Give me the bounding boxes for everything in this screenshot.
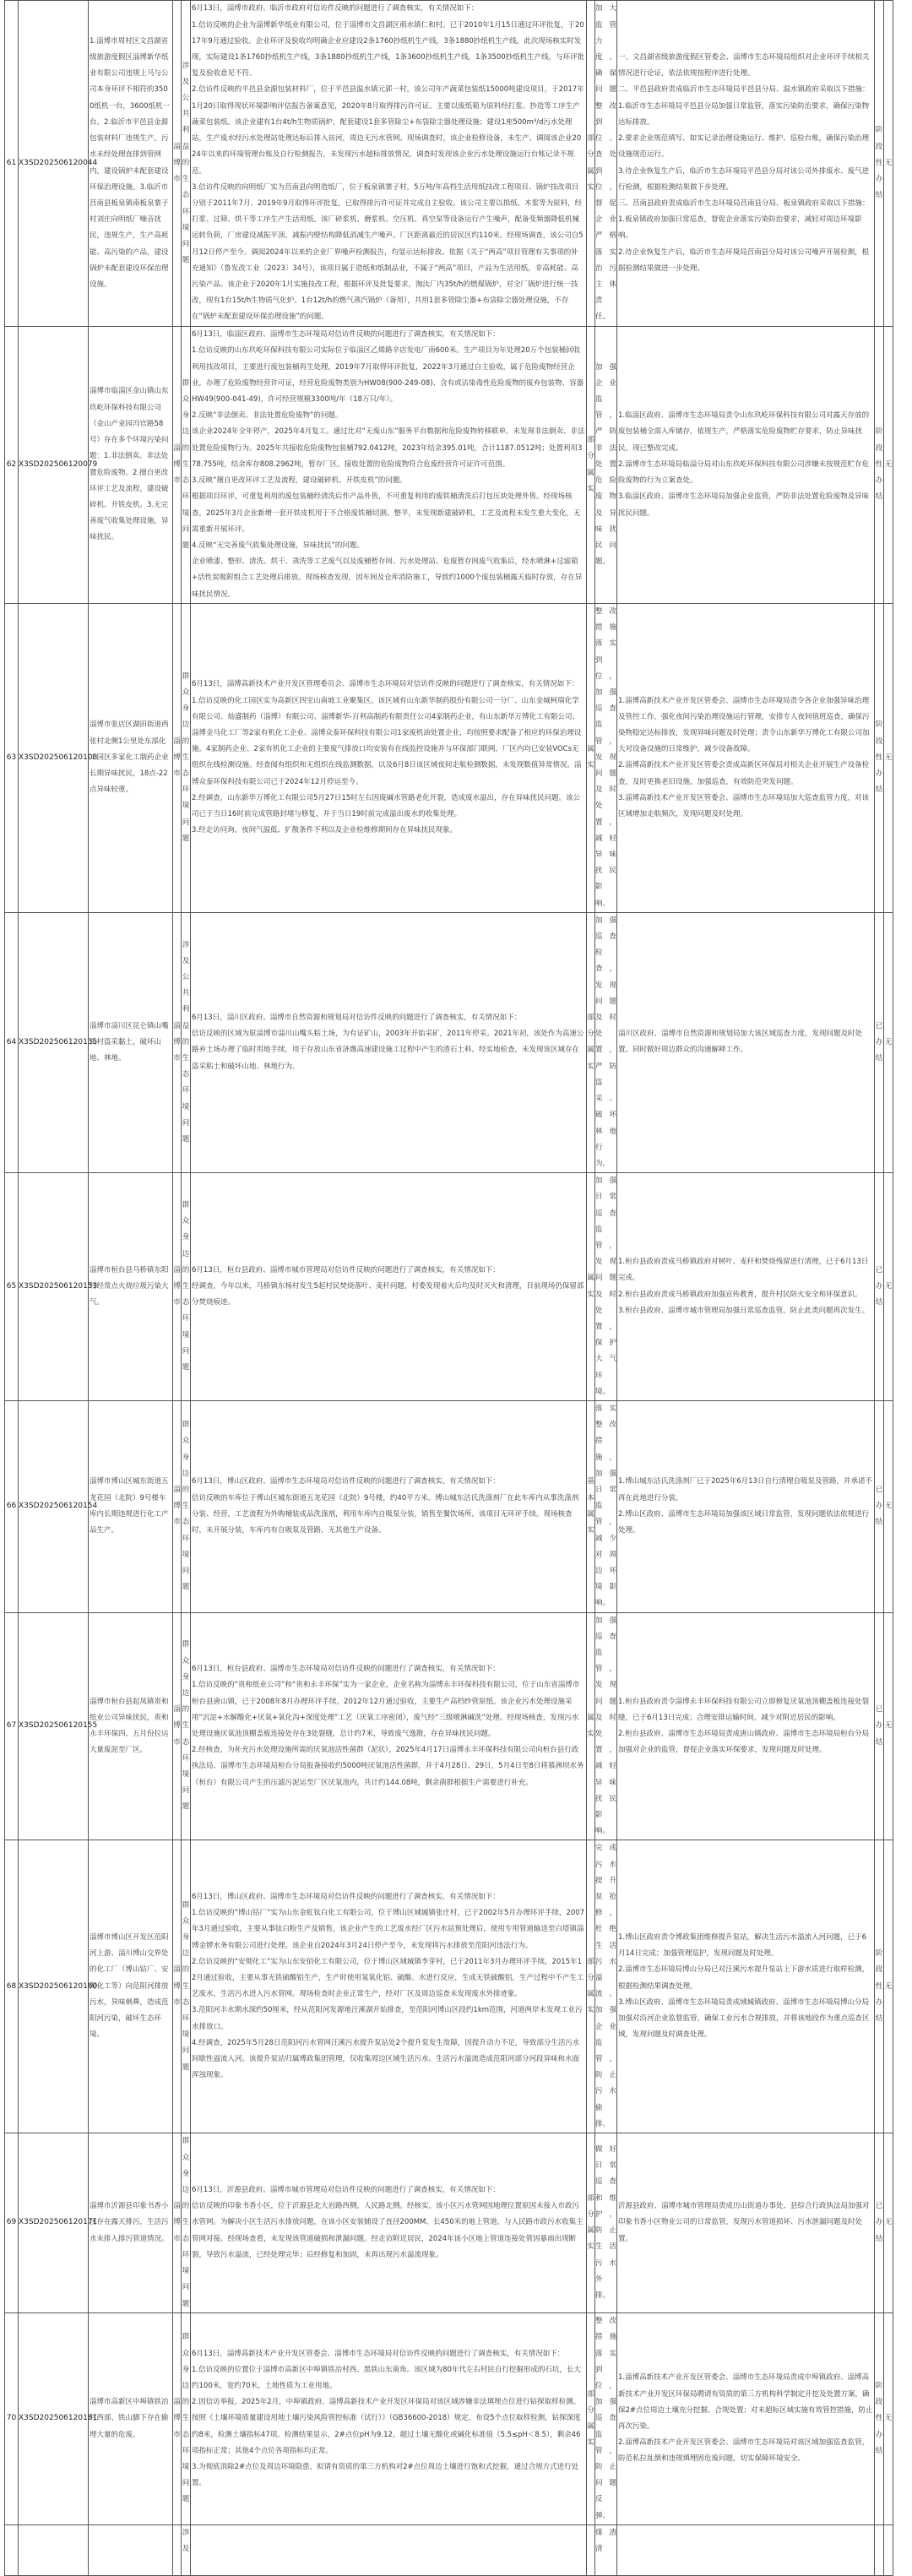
rectification-goal: 加强日常巡查监管，发现问题及时处置，保护大气环境。 bbox=[595, 1173, 617, 1401]
handling-paragraph: 2.要求企业规范填写、如实记录治理设施运行、维护、巡检台账，确保污染治理设施规范运行。 bbox=[618, 134, 870, 160]
administrative-region: 淄博市 bbox=[173, 1400, 182, 1612]
handling-paragraph: 3.淄博高新技术产业开发区管委会、淄博市生态环境局加大巡查监管力度，对该区域增加走航频次，发现问题及时处理。 bbox=[618, 793, 870, 819]
table-row bbox=[5, 1612, 893, 1840]
investigation-paragraph: 根据项目环评，可重复利用的废包装桶经清洗后作产品外售，不可重复利用的废铁桶清洗后打包压块处理外售。经现场核查，2025年3月企业新增一套开铁皮机用于不合格废铁桶切割、整平，未发现新建破碎机，工艺及流程未发生重大变化，无需重新开展环评。 bbox=[192, 492, 581, 534]
investigation-paragraph: 经调查，今年以来，马桥镇东杨村发生5起村民焚烧落叶、麦秆问题，村委发现着火后均及时灭火和清理，目前现场仍保留部分焚烧痕迹。 bbox=[192, 1281, 584, 1307]
handling-paragraph: 2.淄博市生态环境局临淄分局对山东玖屹环保科技有限公司涉嫌未按规范贮存危险废物的行为立案查处。 bbox=[618, 459, 870, 486]
pollution-type: 涉及公共利益的生态环境问题 bbox=[182, 912, 191, 1172]
investigation-paragraph: 信访反映的区域为原淄博市淄川山嘴头粘土场，为有证矿山，2003年开始采矿，2011年停采。2021年初，该处作为高速公路弃土场办理了临时用地手续，用于存放山东省济潍高速建设施工过程中产生的渣石土料。经实地检查，未发现该区域存在盗采粘土和破坏山地、林地行为。 bbox=[192, 1030, 584, 1071]
petition-id: X3SD202506120108 bbox=[19, 604, 89, 913]
verification-status: 基本属实 bbox=[587, 1400, 595, 1612]
administrative-region bbox=[173, 2524, 182, 2575]
petition-id: X3SD202506120153 bbox=[19, 1173, 89, 1401]
rectification-goal: 做好日常巡查和维护，防止生活污水外排。 bbox=[595, 2133, 617, 2313]
complaint-content: 淄博市沂源县印象书香小区存在露天排污，生活污水未排入排污管道情况。 bbox=[89, 2133, 173, 2313]
completion-status: 已办结 bbox=[875, 1612, 884, 1840]
investigation-paragraph: 6月13日，淄博高新技术产业开发区管委会、淄博市生态环境局对信访件反映的问题进行了调查核实，有关情况如下： bbox=[192, 2349, 565, 2358]
petition-id bbox=[19, 2524, 89, 2575]
investigation-paragraph: 6月13日，博山区政府、淄博市生态环境局对信访件反映的问题进行了调查核实，有关情况如下： bbox=[192, 1477, 500, 1486]
handling-paragraph: 3.待企业恢复生产后，临沂市生态环境局平邑县分局对该公司外排废水、废气进行检测，根据检测结果做下步处理。 bbox=[618, 166, 870, 192]
accountability bbox=[884, 2524, 893, 2575]
completion-status: 已办结 bbox=[875, 912, 884, 1172]
investigation-paragraph: 1.信访反映的山东玖屹环保科技有限公司实际位于临淄区乙烯路辛店发电厂南600米。生产项目为年处理20万个包装桶回收利用技改项目，主要进行废包装桶再生处理，2019年7月取得环评批复，2022年3月通过自主验收，属于危险废物经营企业，办理了危险废物经营许可证，经营危险废物类别为HW08(900-249-08)、含有或沾染毒性危险废物的废弃包装物、容器HW49(900-041-49)，许可经营规模3300吨/年（18万只/年）。 bbox=[192, 346, 584, 405]
investigation-paragraph: 6月13日，临淄区政府、淄博市生态环境局对信访件反映的问题进行了调查核实，有关情况如下： bbox=[192, 330, 500, 340]
complaint-content: 淄博市张店区湖田街道西张村北侧1公里处东部化工园区多家化工制药企业长期异味扰民，18点-22点异味较重。 bbox=[89, 604, 173, 913]
pollution-type: 群众身边的生态环境问题 bbox=[182, 1612, 191, 1840]
investigation-paragraph: 1.信访反映的化工园区实为高新区四宝山南坡工业聚集区。该区域有山东新华制药股份有限公司一分厂、山东金城柯瑞化学有限公司、灿盛制药（淄博）有限公司、淄博新华-百利高制药有限责任公司4家制药企业，有山东新华万博化工有限公司、淄博金马化工厂等2家有机化工企业、淄博众泰环保科技有限公司1家废机油处置企业，均按照要求配备了相应的环保治理设施。4家制药企业、2家有机化工企业的主要废气排放口均安装有在线监控设施并与环保部门联网，厂区内均已安装VOCs无组织在线检测设施。经查阅有组织和无组织在线监测数据，以及6月8日该区域夜间走航检测数据，未发现数值异常情况。淄博众泰环保科技有限公司已于2024年12月停运至今。 bbox=[192, 696, 582, 786]
handling-paragraph: 3.博山区政府、淄博市生态环境局责成域城镇政府、淄博市生态环境局博山分局加强对沿河企业监督监管，确保工业污水合规排放，并将该地段作为重点巡查区域，发现问题及时调查处理。 bbox=[618, 1997, 870, 2040]
petition-handling-table bbox=[4, 0, 893, 2576]
complaint-content: 淄博市桓台县起凤镇贵和纸业公司异味扰民，贵和永丰环保四、五月份拉运大量废泥至厂区。 bbox=[89, 1612, 173, 1840]
investigation-result bbox=[191, 327, 587, 604]
row-number: 69 bbox=[5, 2133, 19, 2313]
administrative-region: 淄博市 bbox=[173, 2313, 182, 2525]
verification-status: 属实 bbox=[587, 1612, 595, 1840]
table-row bbox=[5, 327, 893, 604]
complaint-content: 淄博市临淄区金山镇山东玖屹环保科技有限公司（金山产业园冯官路58号）存在多个环境污染问题：1.非法倒卖、非法处置危险废物。2.擅自更改环评工艺及流程，建设破碎机、开铁皮机。3.无完善废气收集处理设施，异味扰民。 bbox=[89, 327, 173, 604]
investigation-paragraph: 6月13日，博山区政府、淄博市生态环境局对信访件反映的问题进行了调查核实，有关情况如下： bbox=[192, 1893, 500, 1902]
investigation-paragraph: 1.信访反映的“贵和纸业公司”和“贵和永丰环保”实为一家企业，企业名称为淄博永丰环保科技有限公司，位于山东省淄博市桓台县唐山镇，已于2008年8月办理环评手续，2012年12月通过验收，主要生产高档纱管原纸。该企业污水处理设施采用“沉淀+水解酸化+厌氧+氧化沟+深度处理”工艺（厌氧工序密闭），废气经“三级喷淋碱洗”处理。经现场核查，发现污水处理设施厌氧池顶棚盖板连接处存在3处裂缝，总计约7米，导致废气逸散，存在异味扰民问题。 bbox=[192, 1681, 580, 1739]
row-number: 65 bbox=[5, 1173, 19, 1401]
handling-paragraph: 3.临淄区政府、淄博市生态环境局加强企业监管，严防非法处置危险废物及异味扰民问题。 bbox=[618, 492, 870, 518]
table-row bbox=[5, 1840, 893, 2133]
rectification-goal: 加强巡查监管，发现问题及时处置，减轻异味扰民影响。 bbox=[595, 1612, 617, 1840]
investigation-paragraph: 信访反映的印象书香小区，位于沂源县北大岩路西侧，人民路北侧。经核实，该小区污水管网因地理位置原因未接入市政污水管网。为解决小区生活污水排放问题，在该小区安装铺设了直径200MM、长450米的地上管道，与人民路市政污水收集主管网对接。经现场查看，未发现该管道破损和泄漏问题。经走访附近居民，2024年该小区地上管道连接处管因暴雨出现断裂，导致污水溢流，已经处理完毕；后经修复和加固，未再出现污水溢流现象。 bbox=[192, 2202, 584, 2259]
administrative-region: 淄博市 bbox=[173, 1612, 182, 1840]
completion-status: 阶段性办结 bbox=[875, 604, 884, 913]
handling-paragraph: 1.临沂市生态环境局平邑县分局加强日常监管，落实污染防治要求，确保污染物达标排放。 bbox=[618, 101, 870, 127]
row-number: 64 bbox=[5, 912, 19, 1172]
investigation-paragraph: 3.反映“擅自更改环评工艺及流程，建设破碎机、开铁皮机”的问题。 bbox=[192, 476, 407, 486]
rectification-goal: 整改措施落实到位，加强巡查监管，发现问题及时处置，减轻异味扰民影响。 bbox=[595, 604, 617, 913]
rectification-goal: 加强企业监管，严防非法处置危险废物及异味扰民问题。 bbox=[595, 327, 617, 604]
handling-measures bbox=[617, 604, 875, 913]
verification-status: 属实 bbox=[587, 1173, 595, 1401]
administrative-region: 淄博市 bbox=[173, 912, 182, 1172]
investigation-paragraph: 企业喷漆、整形、清洗、烘干、蒸洗等工艺废气以及废桶暂存间、污水处理站、危废暂存间废气收集后，经水喷淋+过滤箱+活性炭吸附组合工艺处理后排放。现场核查发现，因车间及仓库消防施工，导致约1000个废包装桶露天临时存放，存在异味扰民情况。 bbox=[192, 557, 583, 599]
investigation-paragraph: 4.反映“无完善废气收集处理设施，异味扰民”的问题。 bbox=[192, 541, 364, 550]
investigation-paragraph: 6月13日，桓台县政府、淄博市城市管理局对信访件反映的问题进行了调查核实，有关情况如下： bbox=[192, 1265, 500, 1274]
verification-status: 部分属实 bbox=[587, 327, 595, 604]
pollution-type: 群众身边的生态环境问题 bbox=[182, 1173, 191, 1401]
complaint-content: 淄博市高新区中埠镇铁冶村西部、铁山脚下存在偷埋大量的危废。 bbox=[89, 2313, 173, 2525]
accountability: 无 bbox=[884, 604, 893, 913]
handling-paragraph: 2.淄博市生态环境局博山分局已对汪溪污水提升泵站上下游水质进行取样检测，根据检测结果调查处理。 bbox=[618, 1965, 870, 1991]
table-row bbox=[5, 1, 893, 327]
investigation-paragraph: 6月13日，淄川区政府、淄博市自然资源和规划局对信访件反映的问题进行了调查核实，有关情况如下： bbox=[192, 1014, 522, 1023]
petition-id: X3SD202506120155 bbox=[19, 1612, 89, 1840]
accountability: 无 bbox=[884, 1840, 893, 2133]
rectification-goal: 煤渣清 bbox=[595, 2524, 617, 2575]
handling-measures bbox=[617, 1, 875, 327]
administrative-region: 淄博市 bbox=[173, 1173, 182, 1401]
completion-status bbox=[875, 2524, 884, 2575]
petition-id: X3SD202506120044 bbox=[19, 1, 89, 327]
row-number: 63 bbox=[5, 604, 19, 913]
handling-paragraph: 一、文昌湖省级旅游度假区管委会、淄博市生态环境局组织对企业环评手续相关情况进行论证，依法依规按程序进行处理。 bbox=[618, 53, 870, 79]
row-number: 62 bbox=[5, 327, 19, 604]
investigation-result bbox=[191, 1, 587, 327]
handling-measures bbox=[617, 1612, 875, 1840]
handling-paragraph: 淄川区政府、淄博市自然资源和规划局加大该区域巡查力度，发现问题及时处置。同时做好周边群众的沟通解释工作。 bbox=[618, 1030, 863, 1055]
investigation-paragraph: 1.信访反映的“博山钴厂”实为山东金虹钛白化工有限公司，位于博山区域城镇张庄村，已于2002年5月办理环评手续，2007年3月通过验收，主要从事钛白粉生产及销售，该企业产生的工艺废水经厂区污水站预处理后，使用专用管道输送至白塔镇淄博金锣水务有限公司进行处理。该企业自2024年3月24日停产至今，未发现将污水排放至范阳河违法行为。 bbox=[192, 1909, 585, 1950]
table-row bbox=[5, 604, 893, 913]
investigation-paragraph: 6月13日，淄博高新技术产业开发区管理委员会、淄博市生态环境局对信访件反映的问题进行了调查核实，有关情况如下： bbox=[192, 680, 579, 689]
rectification-goal: 加强巡查检查，发现问题及时处置，严防盗采、破坏林地行为。 bbox=[595, 912, 617, 1172]
accountability: 无 bbox=[884, 1612, 893, 1840]
row-number bbox=[5, 2524, 19, 2575]
verification-status: 属实 bbox=[587, 604, 595, 913]
handling-paragraph: 沂源县政府、淄博市城市管理局责成历山街道办事处、县综合行政执法局加强对印象书香小区物业公司的日常监管，发现污水管道损坏、污水泄漏问题及时处置。 bbox=[618, 2202, 870, 2243]
petition-id: X3SD202506120160 bbox=[19, 1840, 89, 2133]
handling-paragraph: 2.待企业恢复生产后，临沂市生态环境局莒南县分局对该公司噪声开展检测，根据检测结果做进一步处理。 bbox=[618, 247, 870, 273]
investigation-paragraph: 6月13日，淄博市政府、临沂市政府对信访件反映的问题进行了调查核实，有关情况如下： bbox=[192, 4, 479, 14]
completion-status: 已办结 bbox=[875, 1400, 884, 1612]
administrative-region: 淄博市 bbox=[173, 1840, 182, 2133]
handling-paragraph: 1.淄博高新技术产业开发区管委会、淄博市生态环境局责令各企业加强异味治理及管控工作，强化夜间污染治理设施运行管理，安排专人夜间值班巡查，确保污染物稳定达标排放，发现异味问题及时处理；责令山东新华万博化工有限公司加大对设备设施的日常维护，减少设备故障。 bbox=[618, 696, 870, 754]
petition-id: X3SD202506120079 bbox=[19, 327, 89, 604]
complaint-content: 淄博市博山区城东街道五龙花园（北院）9号楼车库内长期违规进行化工产品生产。 bbox=[89, 1400, 173, 1612]
investigation-paragraph: 3.为彻底消除2#点位及周边环境隐患，拟请有资质的第三方机构对2#点位周边土壤进行饱和式挖掘，通过合规方式进行处置。 bbox=[192, 2462, 579, 2488]
administrative-region: 淄博市 bbox=[173, 1, 182, 327]
investigation-result bbox=[191, 1173, 587, 1401]
complaint-content bbox=[89, 2524, 173, 2575]
investigation-paragraph: 该企业2024年全年停产，2025年4月复工。通过比对“无废山东”服务平台数据和危险废物转移联单，未发现非法倒卖、非法处置危险废物行为。2025年共接收危险废物包装桶792.0412吨，2023年结余395.01吨，合计1187.0512吨；处置利用378.755吨，结余库存808.2962吨，暂存厂区。接收处置的危险废物符合危废经营许可证许可范围。 bbox=[192, 427, 585, 469]
accountability: 无 bbox=[884, 912, 893, 1172]
investigation-result bbox=[191, 1612, 587, 1840]
investigation-paragraph: 2.反映“非法倒卖、非法处置危险废物”的问题。 bbox=[192, 411, 343, 421]
accountability: 无 bbox=[884, 327, 893, 604]
handling-paragraph: 1.桓台县政府责成马桥镇政府对树叶、麦秆和焚烧残留进行清理，已于6月13日完成。 bbox=[618, 1258, 869, 1283]
row-number: 61 bbox=[5, 1, 19, 327]
investigation-paragraph: 4.经调查，2025年5月28日范阳河污水管网汪溪污水提升泵站处2个提升泵发生故障，因提升动力不足，导致部分生活污水间歇性溢流入河。该提升泵站归属博政集团管理，仅收集周边区域生活污水。生活污水溢流造成范阳河部分河段异味和水面浑浊现象。 bbox=[192, 2038, 580, 2080]
accountability: 无 bbox=[884, 1400, 893, 1612]
accountability: 无 bbox=[884, 1, 893, 327]
completion-status: 已办结 bbox=[875, 1173, 884, 1401]
handling-paragraph: 1.临淄区政府、淄博市生态环境局责令山东玖屹环保科技有限公司对露天存放的废包装桶全部入库储存，依规生产，严格落实危险废物贮存要求，防止异味扰民。现已整改完成。 bbox=[618, 411, 870, 453]
row-number: 68 bbox=[5, 1840, 19, 2133]
handling-measures bbox=[617, 1173, 875, 1401]
table-row bbox=[5, 2133, 893, 2313]
completion-status: 已办结 bbox=[875, 2133, 884, 2313]
row-number: 70 bbox=[5, 2313, 19, 2525]
row-number: 67 bbox=[5, 1612, 19, 1840]
handling-measures bbox=[617, 1840, 875, 2133]
handling-measures bbox=[617, 2313, 875, 2525]
handling-measures bbox=[617, 1400, 875, 1612]
petition-id: X3SD202506120154 bbox=[19, 1400, 89, 1612]
handling-paragraph: 1.桓台县政府责令淄博永丰环保科技有限公司立即修复厌氧池顶棚盖板连接处裂缝，已于6月13日完成；合理安排运输时间，减少对附近居民的影响。 bbox=[618, 1697, 870, 1722]
rectification-goal: 加大监管力度，确保问题整改到位、查处到位，督促企业严格落实治污主体责任。 bbox=[595, 1, 617, 327]
verification-status: 部分属实 bbox=[587, 912, 595, 1172]
rectification-goal: 落实整改措施，加强日常监管，减少对周边环境影响。 bbox=[595, 1400, 617, 1612]
rectification-goal: 完成污水提升泵抢修，杜绝生活污水溢流。加强企业监管，防止污水偷排。 bbox=[595, 1840, 617, 2133]
pollution-type: 群众身边的生态环境问题 bbox=[182, 327, 191, 604]
completion-status: 阶段性办结 bbox=[875, 1, 884, 327]
investigation-paragraph: 2.因信访举报，2025年2月，中埠镇政府、淄博高新技术产业开发区环保局对该区域涉嫌非法填埋点位进行钻探取样检测。按照《土壤环境质量建设用地土壤污染风险管控标准（试行）》（GB36600-2018）规定，布设5个点位取样检测，钻探深度约8米，检测土壤指标47项。检测结果显示，2#点位pH为9.12，超过土壤无酸化或碱化标准值（5.5≤pH＜8.5），剩余46项指标正常；其他4个点位各项指标均正常。 bbox=[192, 2398, 581, 2455]
table-row bbox=[5, 912, 893, 1172]
administrative-region: 淄博市 bbox=[173, 327, 182, 604]
handling-paragraph: 1.淄博高新技术产业开发区管委会、淄博市生态环境局责成中埠镇政府、淄博高新技术产业开发区环保局聘请有资质的第三方机构科学制定开挖及处置方案，确保2#点位周边土壤充分挖掘、合规处置；对未超标区域实施有效管控措施，防止再次污染。 bbox=[618, 2373, 873, 2431]
investigation-result bbox=[191, 1400, 587, 1612]
handling-measures bbox=[617, 2133, 875, 2313]
table-row bbox=[5, 2313, 893, 2525]
completion-status: 阶段性办结 bbox=[875, 1840, 884, 2133]
investigation-result bbox=[191, 2133, 587, 2313]
handling-measures bbox=[617, 2524, 875, 2575]
investigation-paragraph: 1.信访反映的企业为淄博新华纸业有限公司，位于淄博市文昌湖区萌水镇仁和村。已于2010年1月15日通过环评批复，于2017年9月通过验收。企业环评及验收均明确企业应建设2条1760抄纸机生产线，3条1880抄纸机生产线。此次现场核实时发现，实际建设1条1760抄纸机生产线，3条1880抄纸机生产线，1条3600抄纸机生产线，1条3500抄纸机生产线，与环评批复及验收意见不符。 bbox=[192, 20, 585, 79]
investigation-paragraph: 2.信访反映的“安彻化工”实为山东安佰化工有限公司，位于博山区域城镇李芽村，已于2011年3月办理环评手续，2015年12月通过验收，主要从事无铁硫酸铝生产，生产时使用氢氧化铝、硫酸、水进行反应，生成无铁硫酸铝，生产过程中不产生工艺废水，生活污水进入污水管网。现场检查时企业正常生产，经对厂区及周边巡查未发现废水外排迹象。 bbox=[192, 1957, 584, 1999]
handling-paragraph: 1.博山区政府责令博政集团维修提升泵站，解决生活污水溢流入河问题，已于6月14日完成；加强管理巡护，发现问题及时处理。 bbox=[618, 1933, 867, 1959]
investigation-paragraph: 2.信访件反映的平邑县金源包装材料厂，位于平邑县温水镇元郭一村，该公司年产蔬菜包装纸15000吨建设项目，于2017年1月20日取得现状环境影响评估报告备案意见，2020年8月取得排污许可证。主要以废纸箱为原料经打浆、抄造等工序生产蔬菜包装纸。该企业建有1台4t/h生物质锅炉，配套建设1套多管除尘+布袋除尘器处理设施；建设1座500m³/d污水处理站，生产废水经污水处理站处理达标后排入祊河，周边无污水管网。现场调查时，该企业检修设备，未生产。调阅该企业2024年以来的环境管理台账及自行检测报告，未发现污水超标排放情况。调查时发现该企业污水处理设施运行台账记录不规范。 bbox=[192, 85, 584, 176]
investigation-paragraph: 3.范阳河丰水期水深约50厘米，经从范阳河发源地汪溪湖开始排查，至范阳河博山区段约1km范围，河道两岸未发现工业污水排放口。 bbox=[192, 2006, 583, 2031]
petition-id: X3SD202506120171 bbox=[19, 2133, 89, 2313]
complaint-content: 1.淄博市周村区文昌湖省级旅游度假区淄博新华纸业有限公司违规上马与公司本身环评不相符的3500纸机一台，3600纸机一台。2.临沂市平邑县金源包装材料厂违规生产，污水未经处理直排到管网内，建设锅炉未配套建设环保治理设施。3.临沂市莒南县板泉镇南板泉寨子村刘庄向明纸厂噪音扰民，违规生产，生产高耗能、高污染的产品，建设锅炉未配套建设环保治理设施。 bbox=[89, 1, 173, 327]
investigation-paragraph: 1.信访反映的位置位于淄博市高新区中埠镇铁冶村西、黑铁山东南角。该区域为80年代左右村民自行挖掘形成的石坑，长大约100米，宽约70米，土地性质为工业用地。 bbox=[192, 2365, 581, 2390]
verification-status: 部分属实 bbox=[587, 2313, 595, 2525]
complaint-content: 淄博市淄川区昆仑镇山嘴头村盗采黏土，破坏山地、林地。 bbox=[89, 912, 173, 1172]
investigation-paragraph: 3.信访件反映的向明纸厂实为莒南县向明造纸厂，位于板泉镇寨子村，5万吨/年高档生活用纸技改工程项目、锅炉技改项目分别于2011年7月、2019年9月取得环评批复，已取得排污许可证并完成自主验收。该公司主要以损纸、木浆等为原料，经打浆、过筛、烘干等工序生产生活用纸。该厂碎浆机、磨浆机、空压机、真空泵等设备运行产生噪声，配备变频器降低机械运转负荷，厂房建设减振平顶、减振内壁结构降低消减生产噪声。厂区距离最近的居民区约110米。经现场调查，该公司自5月12日停产至今。调阅2024年以来的企业厂界噪声检测报告，均显示达标排放。依据《关于“两高”项目管理有关事项的补充通知》（鲁发改工业〔2023〕34号），该项目属于造纸和纸制品业，不属于“两高”项目，产品为生活用纸，非高耗能、高污染产品。该企业于2020年1月实施技改工程，根据环评及批复要求，淘汰厂内35t/h的燃煤锅炉，对全厂锅炉进行统一技改，现有1台15t/h生物质气化炉、1台12t/h的燃气蒸汽锅炉（备用），共用1套多管除尘器+布袋除尘器处理设施，不存在“锅炉未配套建设环保治理设施”的问题。 bbox=[192, 182, 584, 322]
verification-status bbox=[587, 2524, 595, 2575]
pollution-type: 群众身边的生态环境问题 bbox=[182, 2313, 191, 2525]
pollution-type: 涉及 bbox=[182, 2524, 191, 2575]
petition-id: X3SD202506120181 bbox=[19, 2313, 89, 2525]
completion-status: 阶段性办结 bbox=[875, 2313, 884, 2525]
handling-measures bbox=[617, 327, 875, 604]
complaint-content: 淄博市博山区开发区范阳河上游、淄川博山交界处的化工厂（博山钴厂、安彻化工等）向范阳河排放污水，异味刺鼻，造成范阳河污染，破坏生态环境。 bbox=[89, 1840, 173, 2133]
investigation-paragraph: 3.经走访问询，夜间气温低、扩散条件不利以及企业检维修期间存在异味扰民现象。 bbox=[192, 826, 458, 835]
handling-measures bbox=[617, 912, 875, 1172]
table-row bbox=[5, 1173, 893, 1401]
investigation-paragraph: 6月13日，桓台县政府、淄博市生态环境局对信访件反映的问题进行了调查核实，有关情况如下： bbox=[192, 1665, 500, 1674]
investigation-result bbox=[191, 2313, 587, 2525]
investigation-paragraph: 2.经核查，为补充污水处理设施所需的厌氧池活性菌群（泥状），2025年4月17日淄博永丰环保科技有限公司向桓台县行政执法局、淄博市生态环境局桓台分局报备接收约5000吨厌氧池活性菌群，并于4月28日、29日，5月4日至8日将慕洲坝水务（桓台）有限公司产生的压滤污泥运至厂区厌氧池内，共计约144.08吨，剩余菌群根据生产需要进行补充。 bbox=[192, 1746, 584, 1787]
petition-id: X3SD202506120135 bbox=[19, 912, 89, 1172]
handling-paragraph: 2.桓台县政府责成马桥镇政府加强宣传教育，提升村民防火安全和环保意识。 bbox=[618, 1290, 862, 1299]
handling-paragraph: 2.淄博高新技术产业开发区管委会责成高新区环保局对相关企业开展生产设备检查，及时更换老旧设施，加强巡查，有效防范突发问题。 bbox=[618, 761, 870, 786]
handling-paragraph: 2.博山区政府、淄博市生态环境局加强该区域日常监管，发现问题依法依规进行处理。 bbox=[618, 1509, 870, 1535]
accountability: 无 bbox=[884, 1173, 893, 1401]
row-number: 66 bbox=[5, 1400, 19, 1612]
rectification-goal: 整改措施落实到位，加强巡查监管，防止问题反弹。 bbox=[595, 2313, 617, 2525]
investigation-paragraph: 2.经调查，山东新华万博化工有限公司5月27日15时左右因废碱水管路老化开裂，造成废水溢出，存在异味扰民问题。该公司已于当日16时前完成管路封堵与修复，并于当日19时前完成溢出废水的收集处理。 bbox=[192, 793, 581, 819]
handling-paragraph: 1.板泉镇政府加强日常巡查，督促企业落实污染防治要求，减轻对周边环境影响。 bbox=[618, 215, 862, 241]
handling-paragraph: 2.桓台县政府、淄博市生态环境局责成唐山镇政府、淄博市生态环境局桓台分局加强对企业的监管，督促企业落实环保要求，发现问题及时处理。 bbox=[618, 1730, 870, 1755]
verification-status: 部分属实 bbox=[587, 2133, 595, 2313]
handling-paragraph: 1.博山城东洁氏洗涤剂厂已于2025年6月13日自行清理自吸泵及管路，并承诺不再在此地进行分装。 bbox=[618, 1477, 872, 1503]
handling-paragraph: 3.桓台县政府、淄博市城市管理局加强日常巡查监管，防止此类问题再次发生。 bbox=[618, 1306, 870, 1315]
pollution-type: 群众身边的生态环境问题 bbox=[182, 1400, 191, 1612]
handling-paragraph: 二、平邑县政府责成临沂市生态环境局平邑县分局、温水镇政府采取以下措施： bbox=[618, 85, 870, 95]
table-row bbox=[5, 1400, 893, 1612]
handling-paragraph: 三、莒南县政府责成临沂市生态环境局莒南县分局、板泉镇政府采取以下措施： bbox=[618, 198, 870, 208]
investigation-result bbox=[191, 2524, 587, 2575]
administrative-region: 淄博市 bbox=[173, 2133, 182, 2313]
pollution-type: 群众身边的生态环境问题 bbox=[182, 1840, 191, 2133]
handling-paragraph: 2.淄博高新技术产业开发区管委会、淄博市生态环境局对该区域加强巡查监管，防范私拉乱倒和违规填埋固危废问题，切实保障环境安全。 bbox=[618, 2438, 870, 2464]
verification-status: 部分属实 bbox=[587, 1, 595, 327]
investigation-result bbox=[191, 604, 587, 913]
administrative-region: 淄博市 bbox=[173, 604, 182, 913]
accountability: 无 bbox=[884, 2313, 893, 2525]
investigation-paragraph: 6月13日，沂源县政府、淄博市城市管理局对信访件反映的问题进行了调查核实，有关情况如下： bbox=[192, 2186, 500, 2195]
complaint-content: 淄博市桓台县马桥镇东阳村经常点火烧垃圾污染大气。 bbox=[89, 1173, 173, 1401]
completion-status: 阶段性办结 bbox=[875, 327, 884, 604]
pollution-type: 涉及公共利益的生态环境问题 bbox=[182, 1, 191, 327]
investigation-result bbox=[191, 1840, 587, 2133]
verification-status: 部分属实 bbox=[587, 1840, 595, 2133]
pollution-type: 群众身边的生态环境问题 bbox=[182, 604, 191, 913]
accountability: 无 bbox=[884, 2133, 893, 2313]
investigation-result bbox=[191, 912, 587, 1172]
pollution-type: 群众身边的生态环境问题 bbox=[182, 2133, 191, 2313]
table-row bbox=[5, 2524, 893, 2575]
investigation-paragraph: 信访反映的车库位于博山区城东街道五龙花园（北院）9号楼，约40平方米。博山城东洁氏洗涤剂厂在此车库内从事洗涤剂分装、经营，工艺流程为外购桶装成品洗涤剂，利用车库内自吸泵分装，销售至餐饮场所。该项目无环评手续。现场核查时，未开展分装，车库内有自吸泵及管路，无其他生产设备。 bbox=[192, 1493, 579, 1535]
